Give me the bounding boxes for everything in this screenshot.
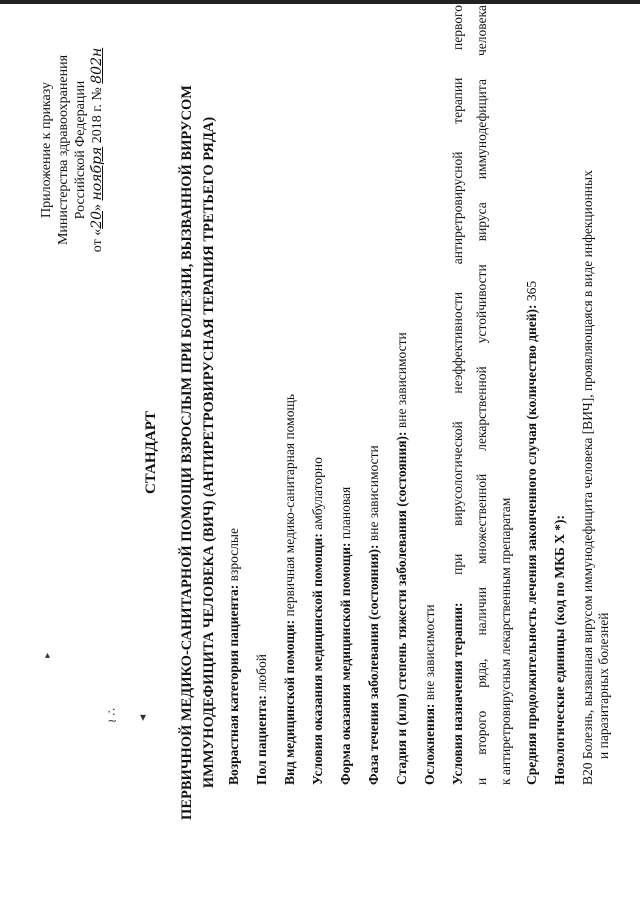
field-disease-stage: Стадия и (или) степень тяжести заболевания (состояния): вне зависимости: [394, 332, 409, 785]
date-month: ноября: [89, 146, 105, 201]
field-care-conditions: Условия оказания медицинской помощи: амбулаторно: [310, 457, 325, 785]
field-care-type: Вид медицинской помощи: первичная медико-санитарная помощь: [282, 393, 297, 785]
scan-speck: ▴: [45, 650, 51, 661]
field-care-form: Форма оказания медицинской помощи: плановая: [338, 486, 353, 785]
handwritten-mark: ≀ ∴: [105, 707, 120, 724]
annex-line-1: Приложение к приказу: [39, 82, 54, 218]
annex-date: от «20» ноября 2018 г. № 802н: [89, 47, 105, 253]
field-age: Возрастная категория пациента: взрослые: [226, 528, 241, 785]
icd-code: B20: [580, 762, 595, 785]
field-complications: Осложнения: вне зависимости: [422, 604, 437, 785]
therapy-line-1: Условия назначения терапии: при вирусологической неэффективности антиретровирусной терапии первого: [450, 5, 465, 785]
therapy-line-2: и второго ряда, наличии множественной лекарственной устойчивости вируса иммунодефицита человека: [474, 5, 489, 785]
annex-block: [38, 15, 106, 285]
therapy-line-3: к антиретровирусным лекарственным препаратам: [498, 497, 513, 785]
order-number: 802н: [89, 47, 105, 84]
field-duration: Средняя продолжительность лечения законченного случая (количество дней): 365: [524, 280, 539, 785]
icd-description-cont: и паразитарных болезней: [596, 612, 611, 759]
field-nosology: Нозологические единицы (код по МКБ X *):: [552, 514, 567, 785]
annex-line-3: Российской Федерации: [73, 80, 88, 220]
annex-line-2: Министерства здравоохранения: [56, 54, 71, 246]
document-heading: СТАНДАРТ: [143, 410, 159, 495]
title-line-2: ИММУНОДЕФИЦИТА ЧЕЛОВЕКА (ВИЧ) (АНТИРЕТРОВИРУСНАЯ ТЕРАПИЯ ТРЕТЬЕГО РЯДА): [201, 116, 217, 789]
title-line-1: ПЕРВИЧНОЙ МЕДИКО-САНИТАРНОЙ ПОМОЩИ ВЗРОСЛЫМ ПРИ БОЛЕЗНИ, ВЫЗВАННОЙ ВИРУСОМ: [179, 85, 195, 820]
date-day: 20: [89, 210, 105, 229]
scan-speck: ▾: [140, 710, 147, 724]
icd-description: Болезнь, вызванная вирусом иммунодефицита человека [ВИЧ], проявляющаяся в виде инфекционных: [580, 170, 595, 760]
icd-code-entry: [580, 170, 596, 785]
field-sex: Пол пациента: любой: [254, 654, 269, 785]
field-disease-phase: Фаза течения заболевания (состояния): вне зависимости: [366, 445, 381, 785]
